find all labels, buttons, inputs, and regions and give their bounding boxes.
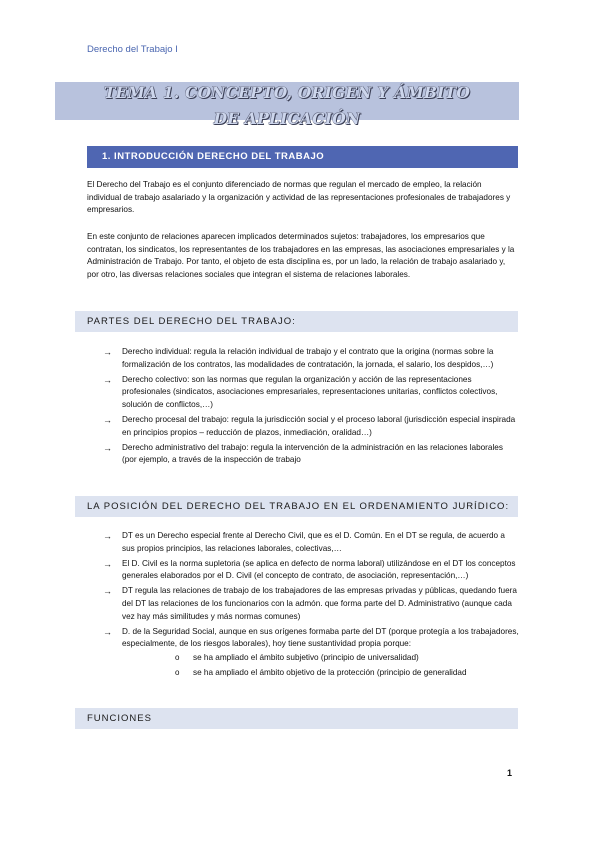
sub-list [122, 652, 519, 680]
title-line-1: TEMA 1. CONCEPTO, ORIGEN Y ÁMBITO [103, 83, 471, 102]
subheading-funciones: FUNCIONES [75, 708, 518, 729]
arrow-icon: → [103, 586, 112, 597]
page-number: 1 [507, 768, 513, 778]
subheading-partes: PARTES DEL DERECHO DEL TRABAJO: [75, 311, 518, 332]
title-line-2: DE APLICACIÓN [213, 109, 361, 128]
sub-list-item: o se ha ampliado el ámbito objetivo de la protección (principio de generalidad [175, 667, 519, 680]
list-item: → DT es un Derecho especial frente al Derecho Civil, que es el D. Común. En el DT se regula, de acuerdo a sus propios principios, las relaciones laborales, colectivas,… [103, 531, 505, 553]
page-title [55, 80, 519, 132]
running-header: Derecho del Trabajo I [87, 44, 178, 55]
list-item: → Derecho procesal del trabajo: regula la jurisdicción social y el proceso laboral (jurisdicción especial inspirada en principios propios – reducción de plazos, inmediación, oralidad…) [103, 414, 516, 437]
posicion-list [103, 530, 519, 682]
list-item: → Derecho colectivo: son las normas que regulan la organización y acción de las representaciones profesionales (sindicatos, asociaciones empresariales, representaciones unitarias, conflictos colectivos, solución de conflictos,…) [103, 374, 498, 409]
arrow-icon: → [103, 558, 112, 569]
list-item: → D. de la Seguridad Social, aunque en sus orígenes formaba parte del DT (porque protegía a los trabajadores, especialmente, de los riesgos laborales), hoy tiene sustantividad propia porque: o se ha ampliado el ámbito subjetivo (principio de universalidad) o se ha ampliado el ámbito objetivo de la protección (principio de generalidad [103, 626, 519, 680]
section-heading-introduccion: 1. INTRODUCCIÓN DERECHO DEL TRABAJO [87, 146, 518, 168]
circle-bullet-icon: o [175, 667, 180, 677]
arrow-icon: → [103, 414, 112, 425]
circle-bullet-icon: o [175, 652, 180, 662]
list-item: → Derecho administrativo del trabajo: regula la intervención de la administración en las relaciones laborales (por ejemplo, a través de la inspección de trabajo [103, 442, 503, 465]
arrow-icon: → [103, 347, 112, 357]
arrow-icon: → [103, 374, 112, 385]
list-item: → El D. Civil es la norma supletoria (se aplica en defecto de norma laboral) utilizándose en el DT los conceptos generales elaborados por el D. Civil (el concepto de contrato, de asociación, representación,…) [103, 558, 516, 581]
list-item: → DT regula las relaciones de trabajo de los trabajadores de las empresas privadas y públicas, quedando fuera del DT las relaciones de los funcionarios con la admón. que forma parte del D. Administrativo (aunque cada vez hay más similitudes y más normas comunes) [103, 586, 517, 621]
intro-paragraph-2: En este conjunto de relaciones aparecen implicados determinados sujetos: trabajadores, los empresarios que contratan, los sindicatos, los representantes de los trabajadores en las empresas, las asociaciones empresariales y la Administración de Trabajo. Por tanto, el objeto de esta disciplina es, por un lado, la relación de trabajo asalariado y, por otro, las diversas relaciones sociales que integran el sistema de relaciones laborales. [87, 232, 515, 279]
partes-list [103, 346, 519, 469]
subheading-posicion: LA POSICIÓN DEL DERECHO DEL TRABAJO EN EL ORDENAMIENTO JURÍDICO: [75, 496, 518, 517]
list-item: → Derecho individual: regula la relación individual de trabajo y el contrato que la origina (normas sobre la formalización de los contratos, las modalidades de contratación, la jornada, el salario, los despidos,…) [103, 347, 494, 369]
arrow-icon: → [103, 442, 112, 453]
intro-paragraph-1: El Derecho del Trabajo es el conjunto diferenciado de normas que regulan el mercado de empleo, la relación individual de trabajo asalariado y la organización y actividad de las representaciones profesionales de trabajadores y empresarios. [87, 180, 511, 215]
arrow-icon: → [103, 531, 112, 541]
arrow-icon: → [103, 626, 112, 637]
sub-list-item: o se ha ampliado el ámbito subjetivo (principio de universalidad) [175, 652, 519, 665]
